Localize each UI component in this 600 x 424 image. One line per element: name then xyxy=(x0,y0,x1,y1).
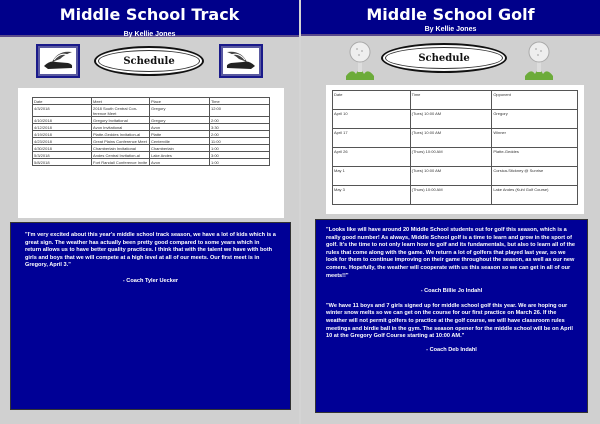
table-cell: Lake Andes (Kuhl Golf Course) xyxy=(492,186,578,205)
column-header: Place xyxy=(150,98,210,105)
golf-ball-icon xyxy=(346,40,374,80)
table-row xyxy=(333,186,578,205)
table-cell: 11:00 xyxy=(210,138,270,145)
table-row xyxy=(333,110,578,129)
table-cell: 3:00 xyxy=(210,152,270,159)
table-cell: Lake Andes xyxy=(150,152,210,159)
table-cell: (Thurs) 10:00 AM xyxy=(410,186,492,205)
golf-page xyxy=(301,0,600,424)
table-cell: 4/10/2018 xyxy=(33,117,92,124)
winged-shoe-icon xyxy=(36,44,80,78)
track-schedule-table xyxy=(32,97,270,166)
table-cell: April 10 xyxy=(333,110,411,129)
golf-byline: By Kellie Jones xyxy=(424,26,477,33)
table-cell: Gregory xyxy=(150,117,210,124)
table-cell: 5/3/2018 xyxy=(33,152,92,159)
table-row xyxy=(333,167,578,186)
golf-quote-signature-2: - Coach Deb Indahl xyxy=(426,346,477,353)
table-cell: Fort Randall Conference Invite xyxy=(92,159,150,166)
table-cell: 5/8/2018 xyxy=(33,159,92,166)
table-cell: May 1 xyxy=(333,167,411,186)
golf-schedule-badge xyxy=(381,43,507,73)
table-cell: Platte-Geddes xyxy=(492,148,578,167)
golf-quote-signature-1: - Coach Billie Jo Indahl xyxy=(420,288,483,295)
track-byline: By Kellie Jones xyxy=(123,31,176,38)
table-cell: Chamberlain Invitational xyxy=(92,145,150,152)
table-cell: 4/3/2018 xyxy=(33,105,92,117)
table-cell: April 26 xyxy=(333,148,411,167)
track-title: Middle School Track xyxy=(59,5,240,24)
table-cell: 1:00 xyxy=(210,145,270,152)
table-row xyxy=(33,159,270,166)
golf-header xyxy=(301,0,600,36)
track-coach-quote xyxy=(10,222,291,410)
winged-shoe-icon xyxy=(219,44,263,78)
table-cell: May 3 xyxy=(333,186,411,205)
table-cell: 4/23/2018 xyxy=(33,138,92,145)
golf-schedule-table xyxy=(332,90,578,205)
table-cell: 4/12/2018 xyxy=(33,124,92,131)
golf-quote-text-2: "We have 11 boys and 7 girls signed up for middle school golf this year. We are hoping our winter snow melts so we can get on the course for our first practice on March 26. If the weather will not permit golfers to practice at the golf course, we will have classroom rules meetings and birdie ball in the gym. The season opener for the middle school will be on April 10 at the Gregory Golf Course starting at 10:00 AM." xyxy=(326,302,573,340)
table-cell: Avon Invitational xyxy=(92,124,150,131)
table-cell: Avon xyxy=(150,124,210,131)
table-cell: Avon xyxy=(150,159,210,166)
golf-coach-quotes xyxy=(315,219,588,413)
table-cell: Chamberlain xyxy=(150,145,210,152)
column-header: Date xyxy=(33,98,92,105)
table-header-row xyxy=(33,98,270,105)
table-cell: 1:00 xyxy=(210,159,270,166)
table-row xyxy=(33,105,270,117)
table-cell: April 17 xyxy=(333,129,411,148)
table-cell: 2018 South Central Con-ference Meet xyxy=(92,105,150,117)
table-cell: Platte xyxy=(150,131,210,138)
table-cell: Gregory xyxy=(492,110,578,129)
table-header-row xyxy=(333,91,578,110)
track-quote-signature: - Coach Tyler Uecker xyxy=(122,277,179,284)
table-cell: Platte-Geddes Invitation-al xyxy=(92,131,150,138)
track-schedule-card xyxy=(18,88,284,218)
table-cell: 3:30 xyxy=(210,124,270,131)
table-cell: (Tues) 10:00 AM xyxy=(410,129,492,148)
table-cell: Andes Central Invitation-al xyxy=(92,152,150,159)
table-row xyxy=(333,148,578,167)
column-header: Time xyxy=(210,98,270,105)
table-cell: Gregory Invitational xyxy=(92,117,150,124)
table-row xyxy=(333,129,578,148)
golf-title: Middle School Golf xyxy=(366,5,535,24)
column-header: Date xyxy=(333,91,411,110)
track-schedule-row xyxy=(0,40,299,84)
track-page xyxy=(0,0,299,424)
table-row xyxy=(33,152,270,159)
column-header: Opponent xyxy=(492,91,578,110)
golf-schedule-card xyxy=(326,85,584,214)
table-cell: Great Plains Conference Meet xyxy=(92,138,150,145)
golf-ball-icon xyxy=(525,40,553,80)
column-header: Time xyxy=(410,91,492,110)
table-cell: 2:00 xyxy=(210,131,270,138)
column-header: Meet xyxy=(92,98,150,105)
golf-schedule-label: Schedule xyxy=(418,52,470,64)
track-schedule-label: Schedule xyxy=(123,55,175,67)
track-header xyxy=(0,0,299,37)
table-row xyxy=(33,124,270,131)
table-row xyxy=(33,138,270,145)
table-cell: Winner xyxy=(492,129,578,148)
table-cell: 12:00 xyxy=(210,105,270,117)
table-cell: 4/30/2018 xyxy=(33,145,92,152)
table-cell: Gregory xyxy=(150,105,210,117)
table-cell: (Thurs) 10:00 AM xyxy=(410,148,492,167)
table-cell: 4/19/2018 xyxy=(33,131,92,138)
table-row xyxy=(33,117,270,124)
track-schedule-badge xyxy=(94,46,204,76)
table-cell: (Tues) 10:00 AM xyxy=(410,110,492,129)
golf-quote-text-1: "Looks like will have around 20 Middle School students out for golf this season, which is a really good number! As always, Middle School golf is a time to learn and grow in the sport of golf. It's the time to not only learn how to golf and its fundamentals, but also to learn all of the rules that come along with the game. We return a lot of golfers that played last year, so we look for them to continue improving on their game throughout the season, as well as our new comers. Hopefully, the weather will cooperate with us this season so we can get in all of our meets!!" xyxy=(326,227,576,279)
track-quote-text: "I'm very excited about this year's middle school track season, we have a lot of kids which is a great sign. The weather has actually been pretty good compared to some years which in return allows us to have better quality practices. I think that with the talent we have with both girls and boys that we will compete at a high level at all of our meets. Our first meet is in Gregory, April 3." xyxy=(25,232,276,269)
golf-schedule-row xyxy=(301,37,600,81)
table-row xyxy=(33,131,270,138)
table-cell: 2:00 xyxy=(210,117,270,124)
table-cell: (Tues) 10:00 AM xyxy=(410,167,492,186)
table-cell: Corsica-Stickney @ Sunrise xyxy=(492,167,578,186)
table-cell: Centerville xyxy=(150,138,210,145)
table-row xyxy=(33,145,270,152)
